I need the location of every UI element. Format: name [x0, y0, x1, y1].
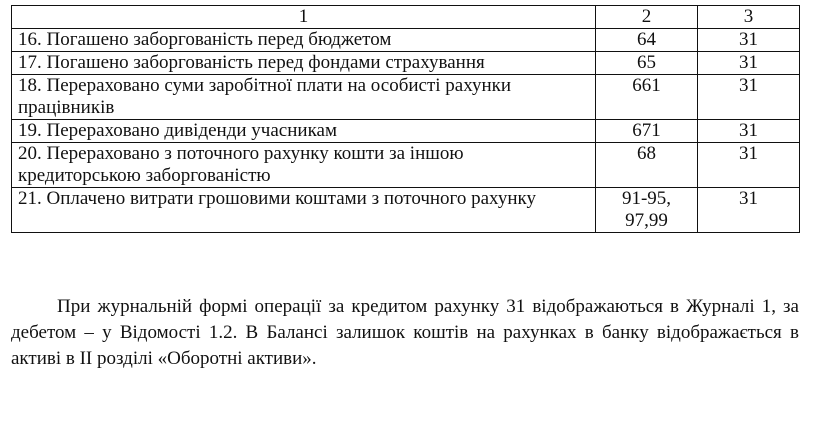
row-credit: 31 — [698, 75, 800, 120]
row-description: 20. Перераховано з поточного рахунку кошти за іншою кредиторською заборгованістю — [12, 143, 596, 188]
row-description: 16. Погашено заборгованість перед бюджетом — [12, 29, 596, 52]
row-description: 17. Погашено заборгованість перед фондами страхування — [12, 52, 596, 75]
row-debit: 65 — [596, 52, 698, 75]
row-credit: 31 — [698, 188, 800, 233]
table-row — [12, 75, 800, 120]
operations-table — [11, 5, 800, 233]
row-description: 18. Перераховано суми заробітної плати на особисті рахунки працівників — [12, 75, 596, 120]
table-row — [12, 52, 800, 75]
table-row — [12, 188, 800, 233]
row-credit: 31 — [698, 52, 800, 75]
row-credit: 31 — [698, 143, 800, 188]
row-debit: 661 — [596, 75, 698, 120]
row-debit: 64 — [596, 29, 698, 52]
row-description: 21. Оплачено витрати грошовими коштами з поточного рахунку — [12, 188, 596, 233]
row-debit: 671 — [596, 120, 698, 143]
row-description: 19. Перераховано дивіденди учасникам — [12, 120, 596, 143]
body-paragraph: При журнальній формі операції за кредитом рахунку 31 відображаються в Журналі 1, за дебетом – у Відомості 1.2. В Балансі залишок коштів на рахунках в банку відображається в активі в ІІ розділі «Оборотні активи». — [11, 296, 799, 369]
row-credit: 31 — [698, 120, 800, 143]
table-row — [12, 143, 800, 188]
table-header-row — [12, 6, 800, 29]
table-row — [12, 29, 800, 52]
row-debit: 91-95, 97,99 — [596, 188, 698, 233]
header-col-3: 3 — [698, 6, 800, 29]
row-debit: 68 — [596, 143, 698, 188]
table-row — [12, 120, 800, 143]
header-col-1: 1 — [12, 6, 596, 29]
header-col-2: 2 — [596, 6, 698, 29]
row-credit: 31 — [698, 29, 800, 52]
